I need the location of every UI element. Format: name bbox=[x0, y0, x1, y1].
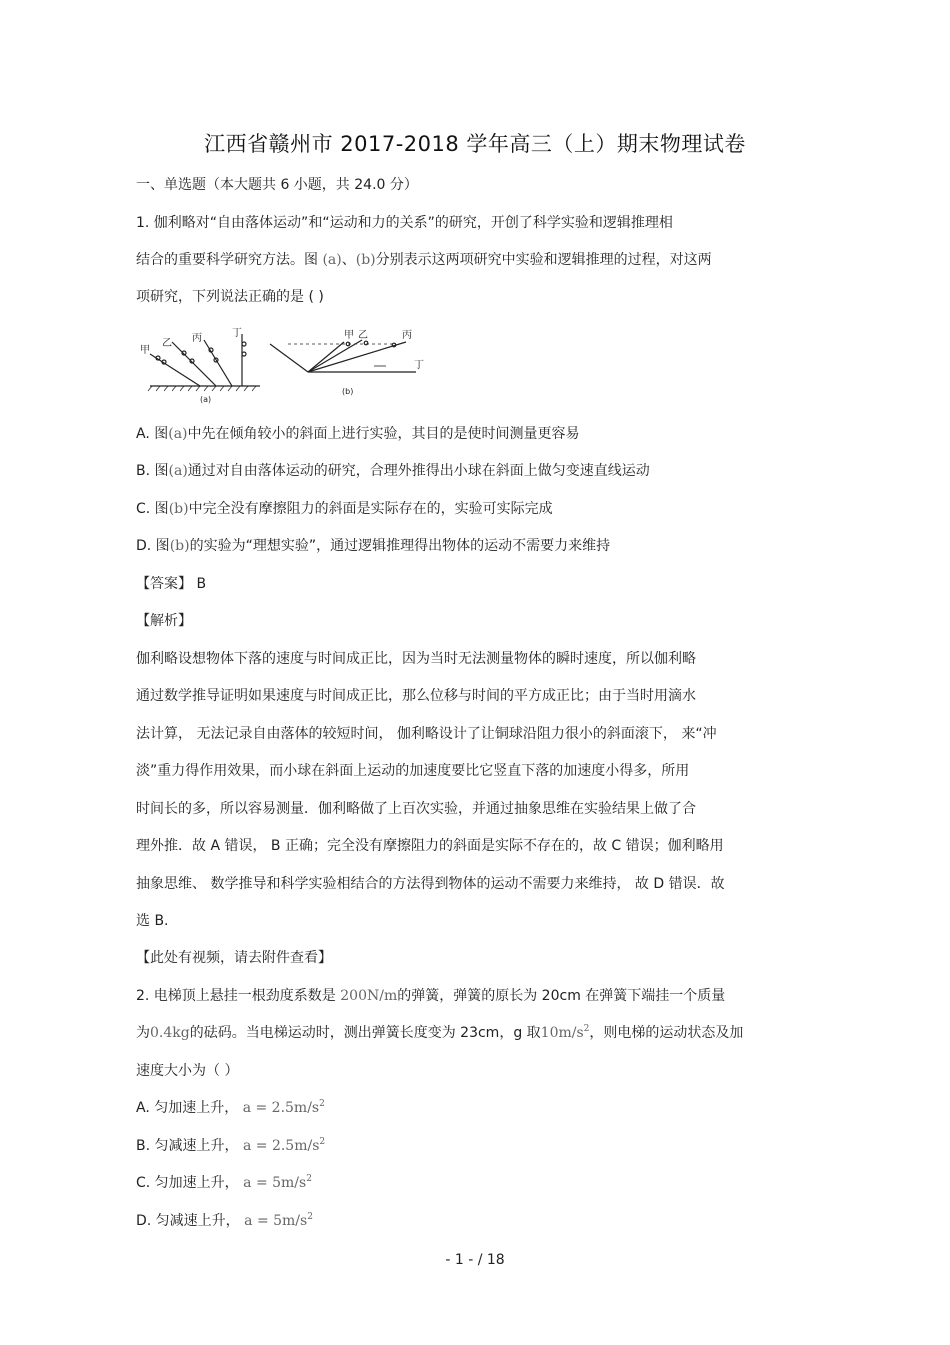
figure-b-diagram bbox=[270, 340, 416, 372]
q2-text-2: 的弹簧，弹簧的原长为 20cm 在弹簧下端挂一个质量 bbox=[397, 988, 726, 1004]
q2-stem-line-1 bbox=[136, 986, 725, 1006]
q2-text: 2. 电梯顶上悬挂一根劲度系数是 bbox=[136, 988, 341, 1004]
analysis-line: 抽象思维、 数学推导和科学实验相结合的方法得到物体的运动不需要力来维持， 故 D 错误．故 bbox=[136, 876, 725, 892]
option-prefix: A. 图 bbox=[136, 426, 169, 442]
fig-b-label-2: 乙 bbox=[358, 330, 368, 341]
option-value: a = 5m/s bbox=[243, 1175, 307, 1191]
q1-analysis-label: 【解析】 bbox=[136, 613, 192, 629]
option-exp: 2 bbox=[307, 1212, 313, 1222]
fig-b-caption: (b) bbox=[342, 387, 354, 396]
figure-ref: (a) bbox=[168, 463, 188, 479]
option-prefix: D. 匀减速上升， bbox=[136, 1213, 245, 1229]
analysis-line: 法计算， 无法记录自由落体的较短时间， 伽利略设计了让铜球沿阻力很小的斜面滚下， 来“冲 bbox=[136, 726, 717, 742]
option-text: 中完全没有摩擦阻力的斜面是实际存在的，实验可实际完成 bbox=[188, 501, 553, 517]
figure-ref: (a) bbox=[168, 426, 188, 442]
q2-option-d bbox=[136, 1211, 313, 1231]
analysis-line: 淡”重力得作用效果，而小球在斜面上运动的加速度要比它竖直下落的加速度小得多，所用 bbox=[136, 763, 690, 779]
q2-stem-line-2 bbox=[136, 1023, 743, 1043]
q1-stem-text: 结合的重要科学研究方法。图 bbox=[136, 252, 323, 268]
analysis-line: 时间长的多，所以容易测量．伽利略做了上百次实验，并通过抽象思维在实验结果上做了合 bbox=[136, 801, 696, 817]
q1-figure bbox=[136, 326, 426, 408]
option-exp: 2 bbox=[319, 1099, 325, 1109]
analysis-line: 通过数学推导证明如果速度与时间成正比，那么位移与时间的平方成正比；由于当时用滴水 bbox=[136, 688, 696, 704]
q2-text-2: 的砝码。当电梯运动时，测出弹簧长度变为 23cm，g 取 bbox=[189, 1025, 541, 1041]
option-prefix: A. 匀加速上升， bbox=[136, 1100, 243, 1116]
analysis-line: 选 B. bbox=[136, 913, 169, 929]
fig-b-label-1: 甲 bbox=[344, 330, 354, 341]
q2-option-b bbox=[136, 1136, 325, 1156]
analysis-line: 伽利略设想物体下落的速度与时间成正比，因为当时无法测量物体的瞬时速度，所以伽利略 bbox=[136, 651, 696, 667]
option-value: a = 2.5m/s bbox=[242, 1138, 320, 1154]
fig-a-label-4: 丁 bbox=[232, 328, 242, 339]
q1-option-a bbox=[136, 424, 580, 444]
section-heading: 一、单选题（本大题共 6 小题，共 24.0 分） bbox=[136, 177, 418, 193]
q1-stem-line-2 bbox=[136, 250, 712, 270]
q2-gravity-exp: 2 bbox=[583, 1024, 590, 1034]
q2-gravity: 10m/s bbox=[540, 1025, 584, 1041]
option-value: a = 2.5m/s bbox=[242, 1100, 320, 1116]
q2-stem-line-3: 速度大小为（ ） bbox=[136, 1063, 239, 1079]
q2-spring-constant: 200N/m bbox=[340, 988, 398, 1004]
q1-stem-text-2: 分别表示这两项研究中实验和逻辑推理的过程，对这两 bbox=[375, 252, 712, 268]
option-text: 的实验为“理想实验”，通过逻辑推理得出物体的运动不需要力来维持 bbox=[189, 538, 611, 554]
figure-ref: (b) bbox=[169, 538, 190, 554]
option-prefix: B. 匀减速上升， bbox=[136, 1138, 243, 1154]
option-prefix: C. 匀加速上升， bbox=[136, 1175, 244, 1191]
figure-ref-b: (b) bbox=[355, 252, 376, 268]
analysis-line: 理外推．故 A 错误， B 正确；完全没有摩擦阻力的斜面是实际不存在的，故 C 错误；伽利略用 bbox=[136, 838, 724, 854]
q2-option-c bbox=[136, 1173, 312, 1193]
q1-stem-line-1: 1. 伽利略对“自由落体运动”和“运动和力的关系”的研究，开创了科学实验和逻辑推理相 bbox=[136, 215, 673, 231]
fig-a-label-2: 乙 bbox=[162, 338, 172, 349]
fig-b-label-4: 丁 bbox=[414, 360, 424, 371]
option-value: a = 5m/s bbox=[244, 1213, 308, 1229]
fig-a-label-3: 丙 bbox=[192, 333, 202, 344]
option-prefix: D. 图 bbox=[136, 538, 170, 554]
option-text: 通过对自由落体运动的研究，合理外推得出小球在斜面上做匀变速直线运动 bbox=[187, 463, 650, 479]
q1-option-c bbox=[136, 499, 553, 519]
q1-option-d bbox=[136, 536, 610, 556]
q1-option-b bbox=[136, 461, 650, 481]
q2-option-a bbox=[136, 1098, 325, 1118]
page-title: 江西省赣州市 2017-2018 学年高三（上）期末物理试卷 bbox=[204, 132, 746, 156]
q2-mass: 0.4kg bbox=[150, 1025, 190, 1041]
q2-text: 为 bbox=[136, 1025, 150, 1041]
fig-b-label-3: 丙 bbox=[402, 330, 412, 341]
fig-a-label-1: 甲 bbox=[140, 345, 150, 356]
fig-a-caption: (a) bbox=[200, 395, 212, 404]
q1-answer: 【答案】 B bbox=[136, 576, 207, 592]
q1-stem-line-3: 项研究，下列说法正确的是 ( ) bbox=[136, 289, 324, 305]
option-prefix: C. 图 bbox=[136, 501, 169, 517]
option-exp: 2 bbox=[319, 1137, 326, 1147]
page-number: - 1 - / 18 bbox=[445, 1252, 505, 1268]
q2-text-3: ，则电梯的运动状态及加 bbox=[589, 1025, 744, 1041]
option-prefix: B. 图 bbox=[136, 463, 169, 479]
option-text: 中先在倾角较小的斜面上进行实验，其目的是使时间测量更容易 bbox=[187, 426, 580, 442]
option-exp: 2 bbox=[306, 1174, 312, 1184]
video-note: 【此处有视频，请去附件查看】 bbox=[136, 950, 332, 966]
figure-ref-a: (a) bbox=[322, 252, 342, 268]
figure-ref: (b) bbox=[168, 501, 189, 517]
q1-stem-separator: 、 bbox=[341, 252, 356, 268]
